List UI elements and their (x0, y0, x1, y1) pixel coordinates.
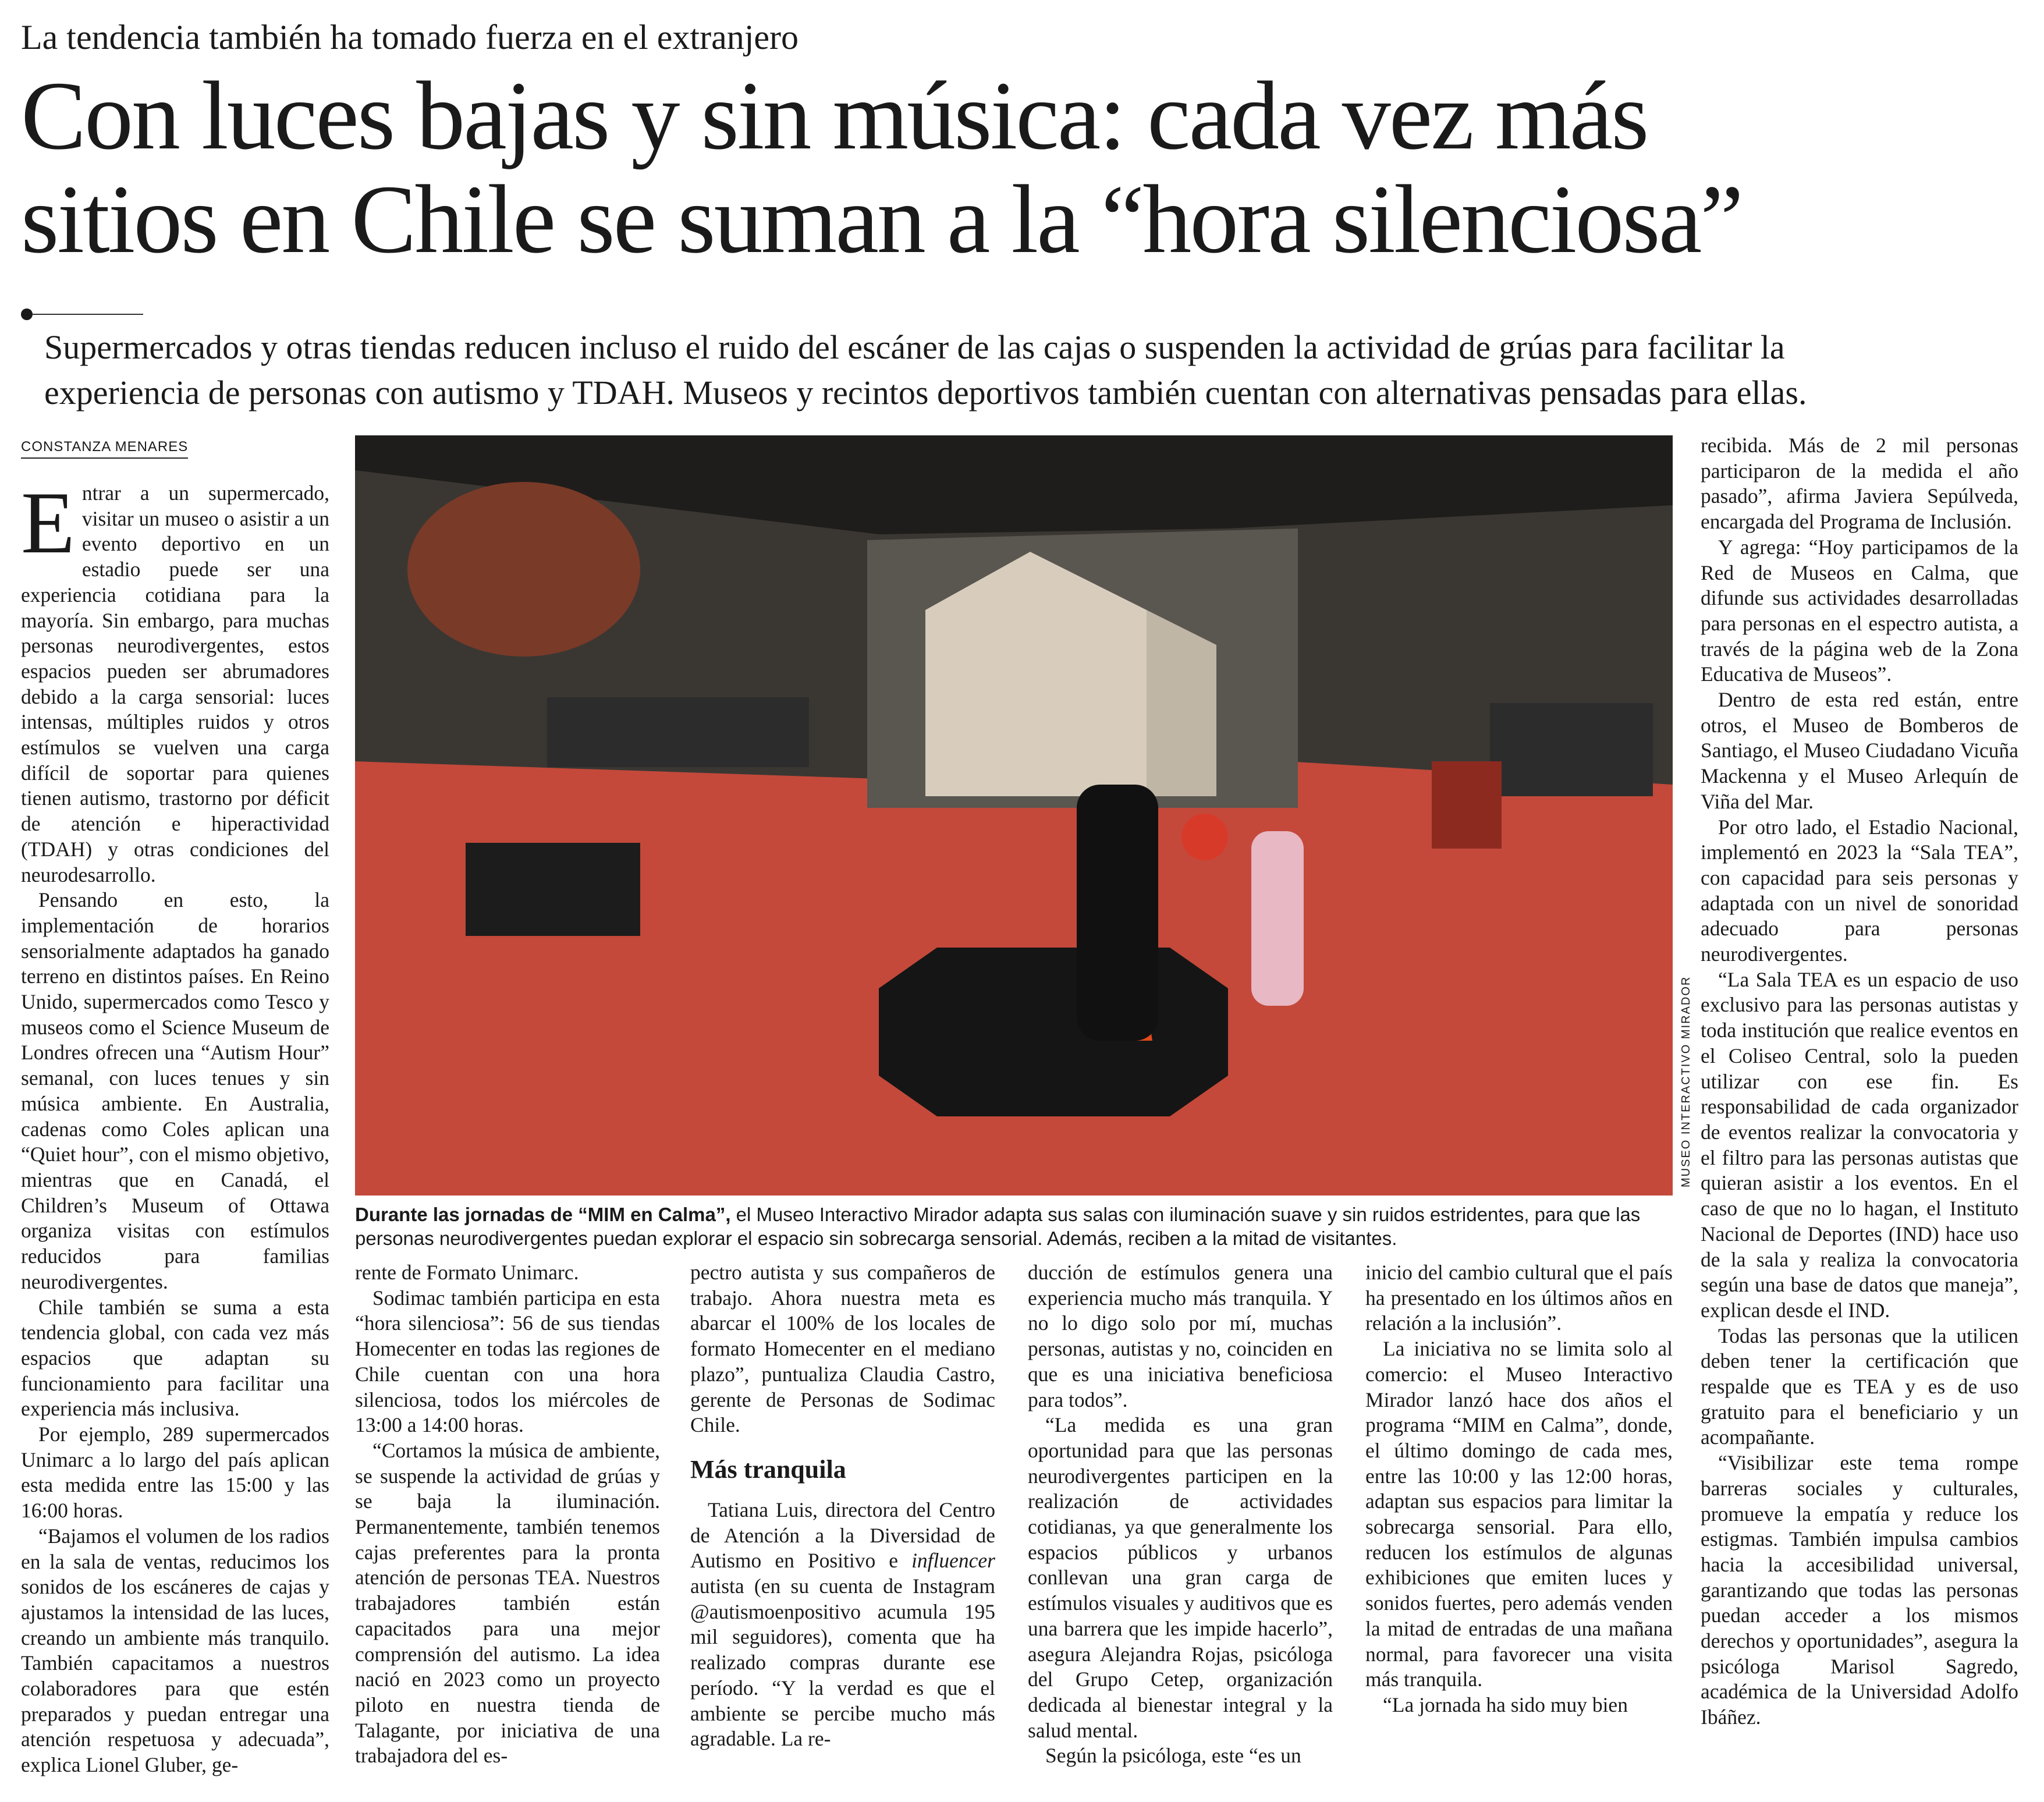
column-2 (355, 1260, 660, 1769)
subhead-line-1: Supermercados y otras tiendas reducen incluso el ruido del escáner de las cajas o suspenden la actividad de grúas para facilitar la (44, 328, 1785, 366)
photo-platform (879, 948, 1228, 1116)
paragraph: Todas las personas que la utilicen deben tener la certificación que respalde que es TEA y es de uso gratuito para el beneficiario y un acompañante. (1701, 1324, 2018, 1449)
column-3 (690, 1260, 995, 1752)
paragraph: ducción de estímulos genera una experiencia mucho más tranquila. Y no lo digo solo por mí, muchas personas, autistas y no, coinciden en que es una iniciativa beneficiosa para todos”. (1028, 1261, 1333, 1411)
paragraph: Por ejemplo, 289 supermercados Unimarc a lo largo del país aplican esta medida entre las 15:00 y las 16:00 horas. (21, 1423, 329, 1523)
subhead-line-2: experiencia de personas con autismo y TDAH. Museos y recintos deportivos también cuentan con alternativas pensadas para ellas. (44, 374, 1807, 412)
lead-text: ntrar a un supermercado, visitar un museo o asistir a un evento deportivo en un estadio puede ser una experiencia cotidiana para la mayoría. Sin embargo, para muchas personas neurodivergentes, estos espacios pueden ser abrumadores debido a la carga sensorial: luces intensas, múltiples ruidos y otros estímulos se vuelven una carga difícil de soportar para quienes tienen autismo, trastorno por déficit de atención e hiperactividad (TDAH) y otras condiciones del neurodesarrollo. (21, 481, 329, 886)
byline: CONSTANZA MENARES (21, 439, 188, 459)
photo-volcano-panel (407, 482, 640, 657)
bullet-dot (21, 308, 33, 320)
paragraph: Chile también se suma a esta tendencia global, con cada vez más espacios que adaptan su funcionamiento para facilitar una experiencia más inclusiva. (21, 1295, 329, 1421)
caption-text-1: el Museo Interactivo Mirador adapta sus salas con iluminación suave y sin ruidos estridentes, para que las (730, 1204, 1641, 1225)
paragraph: La iniciativa no se limita solo al comercio: el Museo Interactivo Mirador lanzó hace dos años el programa “MIM en Calma”, donde, el último domingo de cada mes, entre las 10:00 y las 12:00 horas, adaptan sus espacios para limitar la sobrecarga sensorial. Para ello, reducen los estímulos de algunas exhibiciones que emiten luces y sonidos fuertes, pero además venden la mitad de entradas de una mañana normal, para favorecer una visita más tranquila. (1365, 1337, 1673, 1691)
paragraph: inicio del cambio cultural que el país ha presentado en los últimos años en relación a la inclusión”. (1365, 1261, 1673, 1335)
paragraph: Según la psicóloga, este “es un (1045, 1744, 1301, 1768)
photo-child-figure (1251, 831, 1304, 1006)
photo-credit (1676, 976, 1699, 1187)
paragraph-text: autista (en su cuenta de Instagram @autismoenpositivo acumula 195 mil seguidores), comenta que ha realizado compras durante ese período. “Y la verdad es que el ambiente se percibe mucho más agradable. La re- (690, 1574, 995, 1751)
paragraph: “La jornada ha sido muy bien (1383, 1693, 1628, 1716)
caption-line-2: personas neurodivergentes puedan explorar el espacio sin sobrecarga sensorial. Además, reciben a la mitad de visitantes. (355, 1228, 1397, 1249)
paragraph: Por otro lado, el Estadio Nacional, implementó en 2023 la “Sala TEA”, con capacidad para seis personas y adaptada con un nivel de sonoridad adecuado para personas neurodivergentes. (1701, 815, 2018, 966)
column-5 (1365, 1260, 1673, 1718)
subheadline (44, 325, 2023, 416)
photo-ball (1181, 814, 1228, 860)
photo-adult-figure (1077, 785, 1158, 1041)
paragraph: “Cortamos la música de ambiente, se suspende la actividad de grúas y se baja la iluminación. Permanentemente, también tenemos cajas preferentes para la pronta atención de personas TEA. Nuestros trabajadores también están capacitados para una mejor comprensión del autismo. La idea nació en 2023 como un proyecto piloto en nuestra tienda de Talagante, por iniciativa de una trabajadora del es- (355, 1438, 660, 1768)
paragraph: recibida. Más de 2 mil personas participaron de la medida el año pasado”, afirma Javiera Sepúlveda, encargada del Programa de Inclusión. (1701, 434, 2018, 534)
photo-right-panel (1490, 703, 1653, 796)
headline-line-2: sitios en Chile se suman a la “hora silenciosa” (21, 165, 1742, 274)
kicker: La tendencia también ha tomado fuerza en el extranjero (21, 18, 799, 56)
column-6 (1701, 433, 2018, 1730)
photo-exhibit-table (466, 843, 640, 936)
museum-photo (355, 435, 1673, 1196)
bullet-divider (21, 308, 143, 320)
paragraph-text: Tatiana Luis, directora del Centro de Atención a la Diversidad de Autismo en Positivo e (690, 1498, 995, 1573)
bullet-line (33, 314, 143, 315)
paragraph (690, 1498, 995, 1752)
photo-caption (355, 1202, 1673, 1250)
paragraph: “Visibilizar este tema rompe barreras sociales y culturales, promueve la empatía y reduce los estigmas. También impulsa cambios hacia la accesibilidad universal, garantizando que todas las personas puedan acceder a los mismos derechos y oportunidades”, asegura la psicóloga Marisol Sagredo, académica de la Universidad Adolfo Ibáñez. (1701, 1451, 2018, 1729)
drop-cap: E (21, 474, 75, 572)
section-heading: Más tranquila (690, 1455, 846, 1484)
paragraph: pectro autista y sus compañeros de trabajo. Ahora nuestra meta es abarcar el 100% de los locales de formato Homecenter en el mediano plazo”, puntualiza Claudia Castro, gerente de Personas de Sodimac Chile. (690, 1261, 995, 1437)
column-4 (1028, 1260, 1333, 1769)
paragraph: “Bajamos el volumen de los radios en la sala de ventas, reducimos los sonidos de los escáneres de cajas y ajustamos la intensidad de las luces, creando un ambiente más tranquilo. También capacitamos a nuestros colaboradores para que estén preparados y puedan entregar una atención respetuosa y adecuada”, explica Lionel Gluber, ge- (21, 1524, 329, 1777)
museum-photo-illustration (355, 435, 1673, 1196)
headline (21, 62, 2029, 274)
caption-bold: Durante las jornadas de “MIM en Calma”, (355, 1204, 731, 1225)
column-1 (21, 474, 329, 1778)
paragraph: rente de Formato Unimarc. (355, 1261, 579, 1284)
paragraph: Pensando en esto, la implementación de horarios sensorialmente adaptados ha ganado terreno en distintos países. En Reino Unido, supermercados como Tesco y museos como el Science Museum de Londres ofrecen una “Autism Hour” semanal, con luces tenues y sin música ambiente. En Australia, cadenas como Coles aplican una “Quiet hour”, con el mismo objetivo, mientras que en Canadá, el Children’s Museum of Ottawa organiza visitas con estímulos reducidos para familias neurodivergentes. (21, 888, 329, 1293)
paragraph: Y agrega: “Hoy participamos de la Red de Museos en Calma, que difunde sus actividades desarrolladas para personas en el espectro autista, a través de la página web de la Zona Educativa de Museos”. (1701, 535, 2018, 686)
photo-exhibit-panel (547, 697, 809, 767)
photo-red-box (1432, 761, 1502, 849)
headline-line-1: Con luces bajas y sin música: cada vez más (21, 62, 1648, 170)
photo-credit-text: MUSEO INTERACTIVO MIRADOR (1680, 976, 1692, 1187)
italic-term: influencer (911, 1549, 995, 1573)
paragraph: “La Sala TEA es un espacio de uso exclusivo para las personas autistas y toda institución que realice eventos en el Coliseo Central, solo la pueden utilizar con ese fin. Es responsabilidad de cada organizador de eventos realizar la convocatoria y el filtro para las personas autistas que quieran asistir a los eventos. En el caso de que no lo hagan, el Instituto Nacional de Deportes (IND) hace uso de la sala y realiza la convocatoria según una base de datos que maneja”, explican desde el IND. (1701, 967, 2018, 1322)
paragraph: “La medida es una gran oportunidad para que las personas neurodivergentes participen en la realización de actividades cotidianas, ya que generalmente los espacios públicos y urbanos conllevan una gran carga de estímulos visuales y auditivos que es una barrera que les impide hacerlo”, asegura Alejandra Rojas, psicóloga del Grupo Cetep, organización dedicada al bienestar integral y la salud mental. (1028, 1413, 1333, 1742)
lead-paragraph (21, 474, 329, 888)
paragraph: Sodimac también participa en esta “hora silenciosa”: 56 de sus tiendas Homecenter en todas las regiones de Chile cuentan con una hora silenciosa, todos los miércoles de 13:00 a 14:00 horas. (355, 1286, 660, 1437)
paragraph: Dentro de esta red están, entre otros, el Museo de Bomberos de Santiago, el Museo Ciudadano Vicuña Mackenna y el Museo Arlequín de Viña del Mar. (1701, 688, 2018, 813)
caption-line-1 (355, 1202, 1673, 1226)
